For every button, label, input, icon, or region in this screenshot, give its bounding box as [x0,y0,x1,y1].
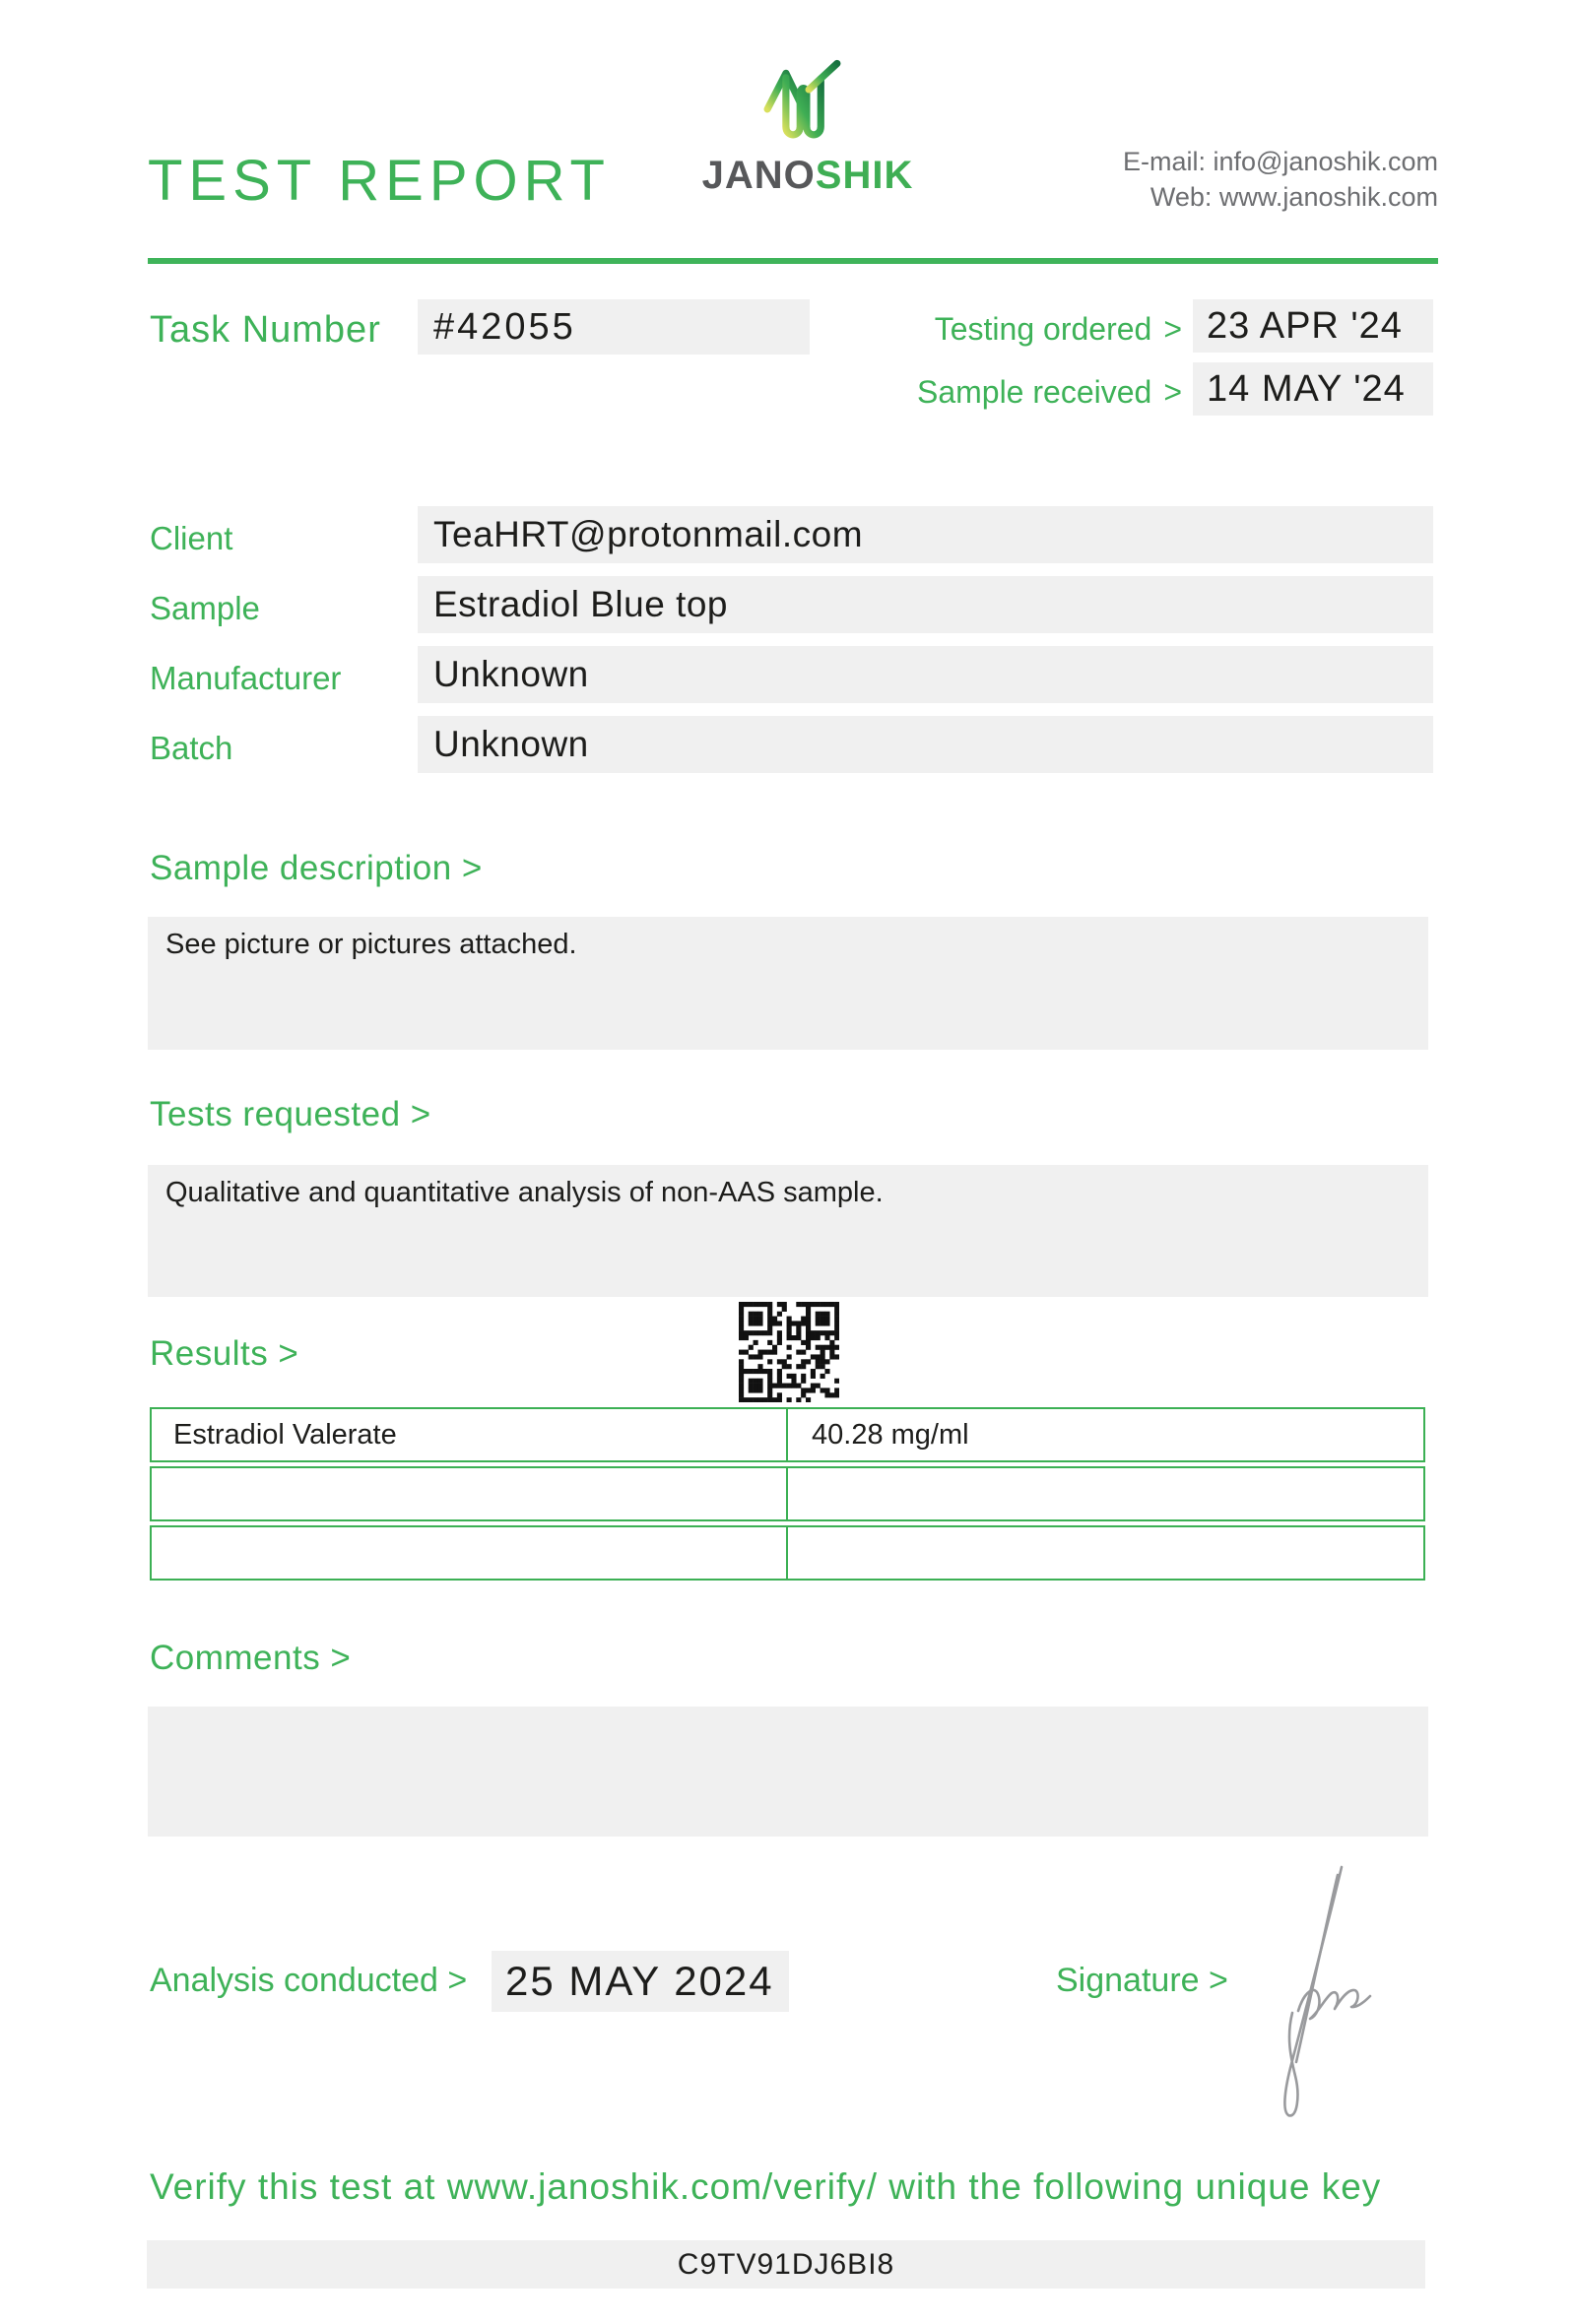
result-cell [788,1527,1423,1579]
task-number-value-box [418,299,810,355]
comments-heading: Comments > [150,1639,352,1677]
sample-value: Estradiol Blue top [433,584,729,624]
header-divider [148,258,1438,264]
sample-description-heading: Sample description > [150,849,483,887]
analyte-cell [152,1468,788,1519]
chevron-right-icon: > [1163,374,1182,410]
signature-label: Signature > [1056,1962,1228,1999]
logo-shik: SHIK [815,154,914,197]
growth-chart-icon [758,59,857,152]
contact-info [985,144,1438,215]
table-row [150,1525,1425,1581]
task-number-value: #42055 [433,305,576,348]
analysis-conducted-label: Analysis conducted > [150,1962,468,1999]
sample-description-box [148,917,1428,1050]
qr-code [739,1302,839,1402]
result-cell [788,1468,1423,1519]
sample-label: Sample [150,590,260,626]
comments-box [148,1707,1428,1837]
page-title: TEST REPORT [148,149,611,213]
client-value: TeaHRT@protonmail.com [433,514,864,554]
testing-ordered-date: 23 APR '24 [1207,304,1403,347]
unique-key-bar [147,2240,1425,2289]
analyte-cell [152,1527,788,1579]
sample-received-label: Sample received > [916,374,1182,410]
verify-instruction: Verify this test at www.janoshik.com/verify/ with the following unique key [150,2166,1382,2207]
client-value-box [418,506,1433,563]
manufacturer-value-box [418,646,1433,703]
batch-label: Batch [150,730,233,766]
company-logo [680,59,936,198]
sample-received-value-box [1193,362,1433,416]
sample-received-date: 14 MAY '24 [1207,367,1406,410]
sample-description-text: See picture or pictures attached. [165,929,577,960]
logo-jano: JANO [701,154,816,197]
sample-value-box [418,576,1433,633]
tests-requested-box [148,1165,1428,1297]
result-cell: 40.28 mg/ml [812,1418,969,1451]
client-label: Client [150,520,233,556]
task-number-label: Task Number [150,309,381,351]
table-row [150,1407,1425,1462]
testing-ordered-label: Testing ordered > [934,311,1182,347]
analyte-cell: Estradiol Valerate [152,1409,788,1460]
batch-value: Unknown [433,724,589,764]
logo-wordmark [680,154,936,198]
unique-key-value: C9TV91DJ6BI8 [677,2247,895,2281]
analysis-date-box [492,1951,789,2012]
analysis-date: 25 MAY 2024 [505,1958,774,2004]
testing-ordered-value-box [1193,299,1433,353]
tests-requested-text: Qualitative and quantitative analysis of non-AAS sample. [165,1177,884,1208]
manufacturer-label: Manufacturer [150,660,342,696]
chevron-right-icon: > [1163,311,1182,347]
results-table [150,1407,1425,1584]
signature-image [1243,1853,1391,2139]
table-row [150,1466,1425,1521]
batch-value-box [418,716,1433,773]
results-heading: Results > [150,1334,299,1373]
contact-web: Web: www.janoshik.com [1149,182,1438,212]
contact-email: E-mail: info@janoshik.com [1122,147,1438,176]
tests-requested-heading: Tests requested > [150,1095,431,1133]
manufacturer-value: Unknown [433,654,589,694]
